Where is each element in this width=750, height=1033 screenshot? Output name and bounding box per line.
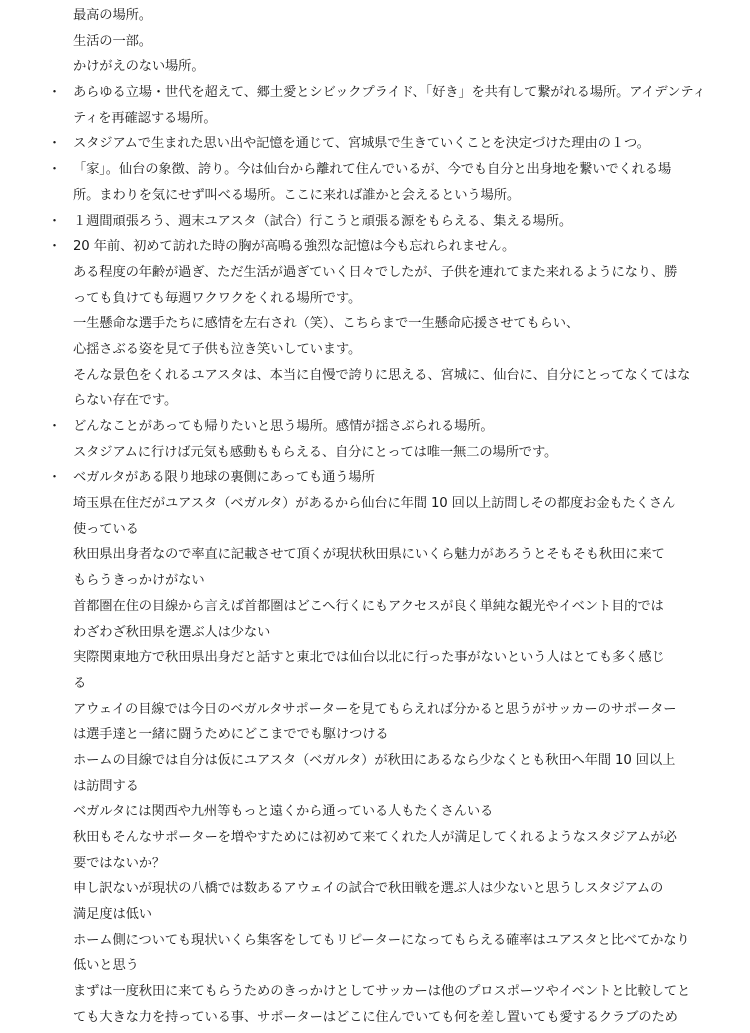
line-text: そんな景色をくれるユアスタは、本当に自慢で誇りに思える、宮城に、仙台に、自分にとってなくてはな: [73, 367, 691, 383]
line-text: アウェイの目線では今日のベガルタサポーターを見てもらえれば分かると思うがサッカーのサポーター: [73, 701, 677, 717]
line-text: 最高の場所。: [73, 8, 152, 23]
text-line: [0, 517, 750, 543]
line-text: 秋田県出身者なので率直に記載させて頂くが現状秋田県にいくら魅力があろうとそもそも秋田に来て: [73, 547, 665, 563]
line-text: まずは一度秋田に来てもらうためのきっかけとしてサッカーは他のプロスポーツやイベントと比較してと: [73, 984, 691, 1000]
line-text: は訪問する: [73, 778, 139, 794]
text-line: [0, 260, 750, 286]
text-line: [0, 645, 750, 671]
text-line: [0, 568, 750, 594]
bullet-marker: ・: [48, 162, 61, 178]
line-text: ある程度の年齢が過ぎ、ただ生活が過ぎていく日々でしたが、子供を連れてまた来れるようになり、勝: [73, 264, 678, 280]
line-text: 満足度は低い: [73, 907, 152, 923]
text-line: [0, 286, 750, 312]
text-line: [0, 774, 750, 800]
text-line: [0, 825, 750, 851]
line-text: 秋田もそんなサポーターを増やすためには初めて来てくれた人が満足してくれるようなスタジアムが必: [73, 830, 677, 845]
text-line: [0, 722, 750, 748]
line-text: 首都圏在住の目線から言えば首都圏はどこへ行くにもアクセスが良く単純な観光やイベント目的では: [73, 598, 664, 614]
text-line: [0, 542, 750, 568]
bullet-marker: ・: [48, 239, 61, 255]
bullet-marker: ・: [48, 136, 61, 152]
line-text: 所。まわりを気にせず叫べる場所。ここに来れば誰かと会えるという場所。: [73, 187, 520, 203]
line-text: 実際関東地方で秋田県出身だと話すと東北では仙台以北に行った事がないという人はとても多く感じ: [73, 650, 665, 666]
line-text: は選手達と一緒に闘うためにどこまででも駆けつける: [73, 727, 389, 743]
line-text: あらゆる立場・世代を超えて、郷土愛とシビックプライド、「好き」を共有して繋がれる場所。アイデンティ: [73, 85, 706, 101]
line-text: ベガルタがある限り地球の裏側にあっても通う場所: [73, 470, 375, 486]
text-line: [0, 902, 750, 928]
bullet-item-line: [0, 414, 750, 440]
text-line: [0, 928, 750, 954]
line-text: らない存在です。: [73, 393, 178, 409]
line-text: 心揺さぶる姿を見て子供も泣き笑いしています。: [73, 341, 362, 357]
text-line: [0, 491, 750, 517]
text-line: [0, 979, 750, 1005]
text-line: [0, 1005, 750, 1031]
text-line: [0, 953, 750, 979]
line-text: 要ではないか？: [73, 855, 166, 871]
line-text: っても負けても毎週ワクワクをくれる場所です。: [73, 290, 362, 306]
line-text: 生活の一部。: [73, 33, 152, 49]
text-line: [0, 388, 750, 414]
text-line: [0, 106, 750, 132]
text-line: [0, 337, 750, 363]
bullet-marker: ・: [48, 419, 61, 434]
text-line: [0, 620, 750, 646]
bullet-marker: ・: [48, 213, 61, 229]
bullet-item-line: [0, 465, 750, 491]
bullet-marker: ・: [48, 470, 61, 486]
line-text: 埼玉県在住だがユアスタ（ベガルタ）があるから仙台に年間 10 回以上訪問しその都度お金もたくさん: [73, 496, 676, 512]
bullet-item-line: [0, 80, 750, 106]
text-line: [0, 697, 750, 723]
bullet-item-line: [0, 157, 750, 183]
line-text: 低いと思う: [73, 958, 139, 974]
line-text: 一生懸命な選手たちに感情を左右され（笑）、こちらまで一生懸命応援させてもらい、: [73, 316, 580, 332]
line-text: どんなことがあっても帰りたいと思う場所。感情が揺さぶられる場所。: [73, 419, 494, 434]
line-text: 20 年前、初めて訪れた時の胸が高鳴る強烈な記憶は今も忘れられません。: [73, 239, 516, 255]
bullet-marker: ・: [48, 85, 61, 101]
bullet-item-line: [0, 131, 750, 157]
line-text: もらうきっかけがない: [73, 573, 205, 589]
document-body: [0, 3, 750, 1031]
line-text: ても大きな力を持っている事、サポーターはどこに住んでいても何を差し置いても愛するクラブのため: [73, 1009, 678, 1025]
line-text: 使っている: [73, 521, 139, 537]
line-text: ティを再確認する場所。: [73, 110, 217, 126]
text-line: [0, 671, 750, 697]
text-line: [0, 3, 750, 29]
text-line: [0, 54, 750, 80]
text-line: [0, 363, 750, 389]
text-line: [0, 183, 750, 209]
line-text: る: [73, 675, 87, 691]
bullet-item-line: [0, 209, 750, 235]
text-line: [0, 876, 750, 902]
line-text: 「家」。仙台の象徴、誇り。今は仙台から離れて住んでいるが、今でも自分と出身地を繋いでくれる場: [73, 162, 672, 178]
line-text: かけがえのない場所。: [73, 59, 205, 75]
text-line: [0, 440, 750, 466]
line-text: ベガルタには関西や九州等もっと遠くから通っている人もたくさんいる: [73, 804, 494, 820]
line-text: スタジアムに行けば元気も感動ももらえる、自分にとっては唯一無二の場所です。: [73, 444, 558, 460]
bullet-item-line: [0, 234, 750, 260]
text-line: [0, 29, 750, 55]
text-line: [0, 594, 750, 620]
line-text: わざわざ秋田県を選ぶ人は少ない: [73, 624, 271, 640]
line-text: ホームの目線では自分は仮にユアスタ（ベガルタ）が秋田にあるなら少なくとも秋田へ年間 10 回以上: [73, 752, 676, 768]
line-text: １週間頑張ろう、週末ユアスタ（試合）行こうと頑張る源をもらえる、集える場所。: [73, 213, 573, 229]
line-text: ホーム側についても現状いくら集客をしてもリピーターになってもらえる確率はユアスタと比べてかなり: [73, 932, 690, 948]
line-text: 申し訳ないが現状の八橋では数あるアウェイの試合で秋田戦を選ぶ人は少ないと思うしスタジアムの: [73, 881, 664, 897]
text-line: [0, 311, 750, 337]
text-line: [0, 748, 750, 774]
text-line: [0, 851, 750, 877]
text-line: [0, 799, 750, 825]
line-text: スタジアムで生まれた思い出や記憶を通じて、宮城県で生きていくことを決定づけた理由の１つ。: [73, 136, 650, 152]
